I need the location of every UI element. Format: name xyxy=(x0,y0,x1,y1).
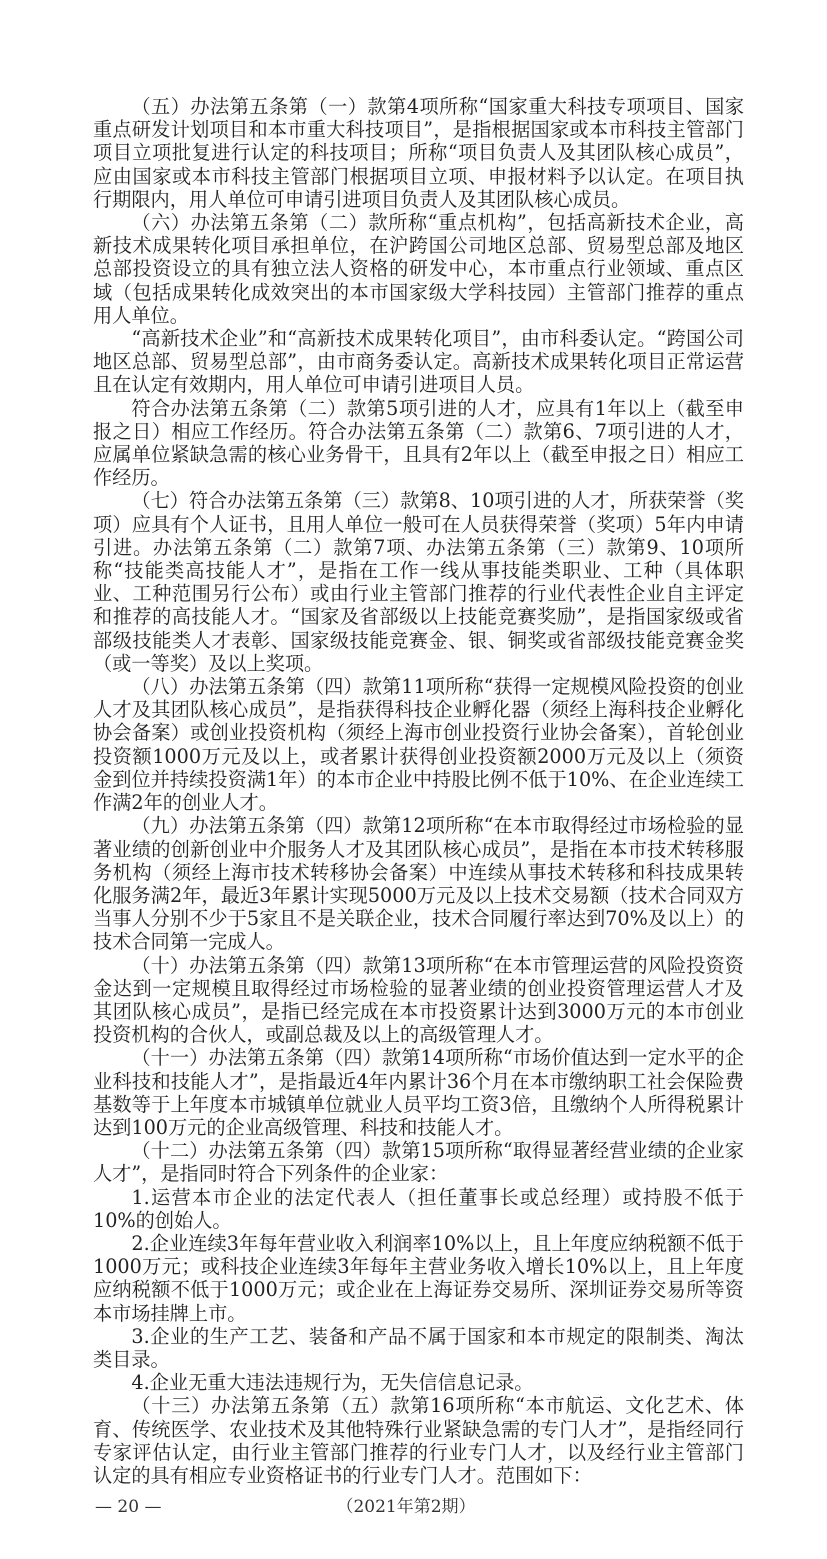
page-footer xyxy=(93,1495,744,1519)
list-item-3: 3.企业的生产工艺、装备和产品不属于国家和本市规定的限制类、淘汰类目录。 xyxy=(93,1324,744,1371)
document-body xyxy=(93,95,744,1487)
list-item-1: 1.运营本市企业的法定代表人（担任董事长或总经理）或持股不低于10%的创始人。 xyxy=(93,1185,744,1232)
paragraph-10: （十）办法第五条第（四）款第13项所称“在本市管理运营的风险投资资金达到一定规模且取得经过市场检验的显著业绩的创业投资管理运营人才及其团队核心成员”，是指已经完成在本市投资累计达到3000万元的本市创业投资机构的合伙人，或副总裁及以上的高级管理人才。 xyxy=(93,953,744,1047)
paragraph-13: （十三）办法第五条第（五）款第16项所称“本市航运、文化艺术、体育、传统医学、农业技术及其他特殊行业紧缺急需的专门人才”，是指经同行专家评估认定，由行业主管部门推荐的行业专门人才，以及经行业主管部门认定的具有相应专业资格证书的行业专门人才。范围如下： xyxy=(93,1394,744,1487)
paragraph-12: （十二）办法第五条第（四）款第15项所称“取得显著经营业绩的企业家人才”，是指同时符合下列条件的企业家： xyxy=(93,1139,744,1186)
list-item-4: 4.企业无重大违法违规行为，无失信信息记录。 xyxy=(131,1371,534,1395)
issue-label: （2021年第2期） xyxy=(336,1497,476,1518)
paragraph-6-recognition: “高新技术企业”和“高新技术成果转化项目”，由市科委认定。“跨国公司地区总部、贸易型总部”，由市商务委认定。高新技术成果转化项目正常运营且在认定有效期内，用人单位可申请引进项目人员。 xyxy=(93,327,744,397)
paragraph-9: （九）办法第五条第（四）款第12项所称“在本市取得经过市场检验的显著业绩的创新创业中介服务人才及其团队核心成员”，是指在本市技术转移服务机构（须经上海市技术转移协会备案）中连续从事技术转移和科技成果转化服务满2年，最近3年累计实现5000万元及以上技术交易额（技术合同双方当事人分别不少于5家且不是关联企业，技术合同履行率达到70%及以上）的技术合同第一完成人。 xyxy=(93,814,744,954)
paragraph-6: （六）办法第五条第（二）款所称“重点机构”，包括高新技术企业，高新技术成果转化项目承担单位，在沪跨国公司地区总部、贸易型总部及地区总部投资设立的具有独立法人资格的研发中心，本市重点行业领域、重点区域（包括成果转化成效突出的本市国家级大学科技园）主管部门推荐的重点用人单位。 xyxy=(93,211,744,327)
paragraph-6-experience: 符合办法第五条第（二）款第5项引进的人才，应具有1年以上（截至申报之日）相应工作经历。符合办法第五条第（二）款第6、7项引进的人才，应属单位紧缺急需的核心业务骨干，且具有2年以上（截至申报之日）相应工作经历。 xyxy=(93,396,744,490)
page-number: — 20 — xyxy=(95,1497,162,1518)
paragraph-8: （八）办法第五条第（四）款第11项所称“获得一定规模风险投资的创业人才及其团队核心成员”，是指获得科技企业孵化器（须经上海科技企业孵化协会备案）或创业投资机构（须经上海市创业投资行业协会备案），首轮创业投资额1000万元及以上，或者累计获得创业投资额2000万元及以上（须资金到位并持续投资满1年）的本市企业中持股比例不低于10%、在企业连续工作满2年的创业人才。 xyxy=(93,675,744,815)
paragraph-11: （十一）办法第五条第（四）款第14项所称“市场价值达到一定水平的企业科技和技能人才”，是指最近4年内累计36个月在本市缴纳职工社会保险费基数等于上年度本市城镇单位就业人员平均工资3倍，且缴纳个人所得税累计达到100万元的企业高级管理、科技和技能人才。 xyxy=(93,1046,744,1139)
paragraph-5: （五）办法第五条第（一）款第4项所称“国家重大科技专项项目、国家重点研发计划项目和本市重大科技项目”，是指根据国家或本市科技主管部门项目立项批复进行认定的科技项目；所称“项目负责人及其团队核心成员”，应由国家或本市科技主管部门根据项目立项、申报材料予以认定。在项目执行期限内，用人单位可申请引进项目负责人及其团队核心成员。 xyxy=(93,95,744,211)
list-item-2: 2.企业连续3年每年营业收入利润率10%以上，且上年度应纳税额不低于1000万元；或科技企业连续3年每年主营业务收入增长10%以上，且上年度应纳税额不低于1000万元；或企业在上海证券交易所、深圳证券交易所等资本市场挂牌上市。 xyxy=(93,1231,744,1325)
paragraph-7: （七）符合办法第五条第（三）款第8、10项引进的人才，所获荣誉（奖项）应具有个人证书，且用人单位一般可在人员获得荣誉（奖项）5年内申请引进。办法第五条第（二）款第7项、办法第五条第（三）款第9、10项所称“技能类高技能人才”，是指在工作一线从事技能类职业、工种（具体职业、工种范围另行公布）或由行业主管部门推荐的行业代表性企业自主评定和推荐的高技能人才。“国家及省部级以上技能竞赛奖励”，是指国家级或省部级技能类人才表彰、国家级技能竞赛金、银、铜奖或省部级技能竞赛金奖（或一等奖）及以上奖项。 xyxy=(93,489,744,675)
